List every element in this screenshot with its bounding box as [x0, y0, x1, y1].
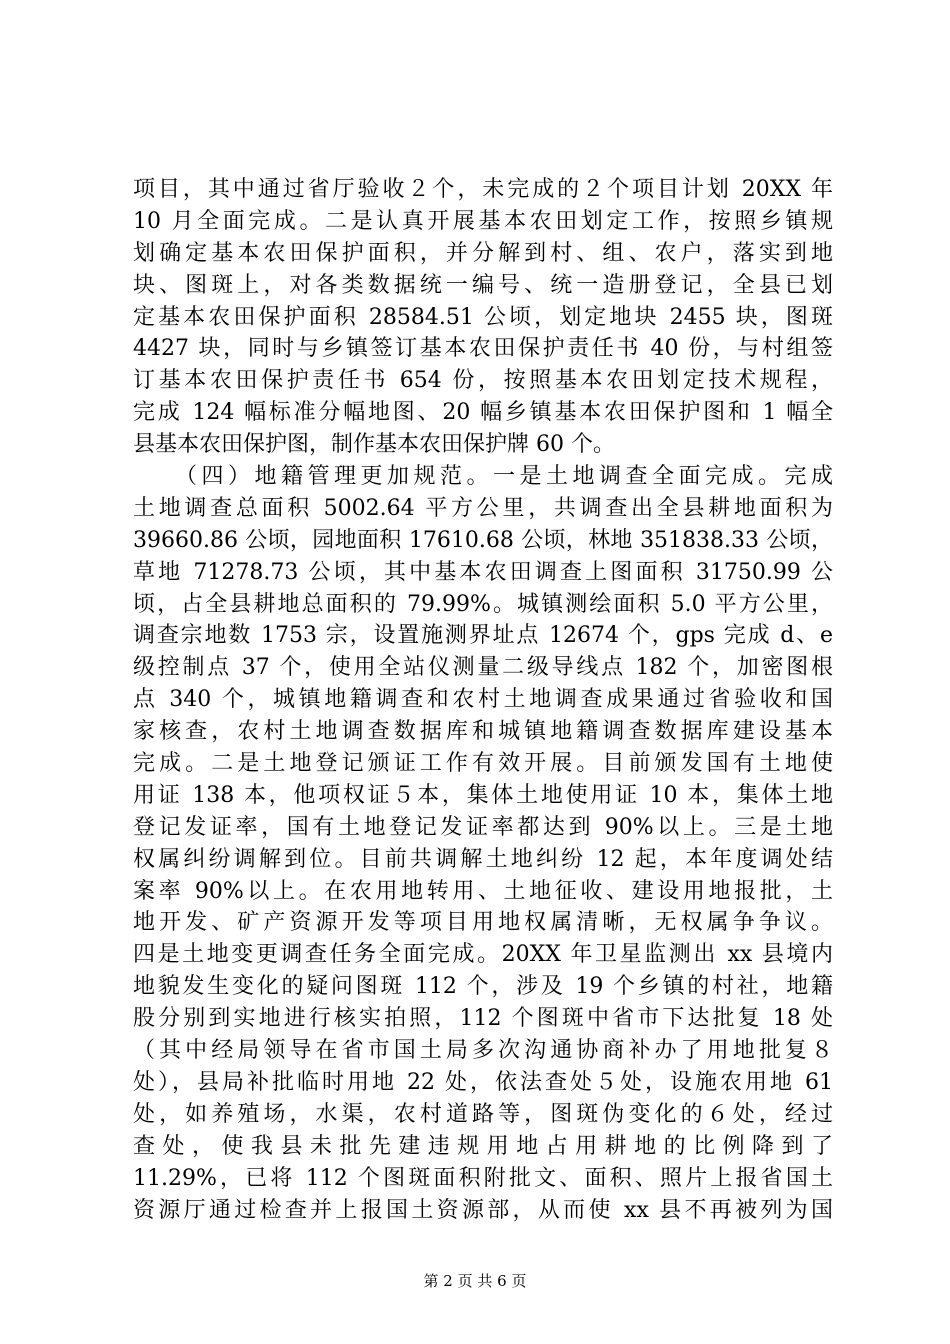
text-line: 处），县局补批临时用地 22 处，依法查处５处，设施农用地 61 — [133, 1069, 833, 1095]
body-text — [133, 174, 833, 1226]
page-number-footer: 第 2 页 共 6 页 — [423, 1272, 527, 1290]
text-line: 用证 138 本，他项权证５本，集体土地使用证 10 本，集体土地 — [133, 782, 833, 808]
text-line: 完成。二是土地登记颁证工作有效开展。目前颁发国有土地使 — [133, 751, 833, 777]
text-line: 草地 71278.73 公顷，其中基本农田调查上图面积 31750.99 公 — [133, 559, 833, 585]
text-line: 地貌发生变化的疑问图斑 112 个，涉及 19 个乡镇的村社，地籍 — [133, 974, 833, 1000]
text-line: 11.29%，已将 112 个图斑面积附批文、面积、照片上报省国土 — [133, 1165, 833, 1191]
section-heading-line: （四）地籍管理更加规范。一是土地调查全面完成。完成 — [133, 464, 833, 490]
text-line: 地开发、矿产资源开发等项目用地权属清晰，无权属争争议。 — [133, 910, 833, 936]
text-line: 股分别到实地进行核实拍照，112 个图斑中省市下达批复 18 处 — [133, 1006, 833, 1032]
text-line: （其中经局领导在省市国土局多次沟通协商补办了用地批复８ — [133, 1038, 833, 1064]
text-line: 县基本农田保护图，制作基本农田保护牌 60 个。 — [133, 432, 615, 458]
text-line: 权属纠纷调解到位。目前共调解土地纠纷 12 起，本年度调处结 — [133, 846, 833, 872]
text-line: 完成 124 幅标准分幅地图、20 幅乡镇基本农田保护图和 1 幅全 — [133, 400, 833, 426]
text-line: 调查宗地数 1753 宗，设置施测界址点 12674 个，gps 完成 d、e — [133, 623, 833, 649]
text-line: 39660.86 公顷，园地面积 17610.68 公顷，林地 351838.33 公顷， — [133, 527, 833, 553]
text-line: 家核查，农村土地调查数据库和城镇地籍调查数据库建设基本 — [133, 719, 833, 745]
text-line: 案率 90%以上。在农用地转用、土地征收、建设用地报批，土 — [133, 878, 833, 904]
text-line: 4427 块，同时与乡镇签订基本农田保护责任书 40 份，与村组签 — [133, 336, 833, 362]
text-line: 项目，其中通过省厅验收２个，未完成的２个项目计划 20XX 年 — [133, 177, 833, 202]
text-line: 四是土地变更调查任务全面完成。20XX 年卫星监测出 xx 县境内 — [133, 942, 833, 968]
text-line: 点 340 个，城镇地籍调查和农村土地调查成果通过省验收和国 — [133, 687, 833, 713]
text-line: 顷，占全县耕地总面积的 79.99%。城镇测绘面积 5.0 平方公里， — [133, 591, 833, 617]
text-line: 订基本农田保护责任书 654 份，按照基本农田划定技术规程， — [133, 368, 833, 394]
text-line: 登记发证率，国有土地登记发证率都达到 90%以上。三是土地 — [133, 814, 833, 840]
text-line: 土地调查总面积 5002.64 平方公里，共调查出全县耕地面积为 — [133, 495, 833, 521]
text-line: 级控制点 37 个，使用全站仪测量二级导线点 182 个，加密图根 — [133, 655, 833, 681]
text-line: 资源厅通过检查并上报国土资源部，从而使 xx 县不再被列为国 — [133, 1197, 833, 1223]
text-line: 划确定基本农田保护面积，并分解到村、组、农户，落实到地 — [133, 240, 833, 266]
text-line: 块、图斑上，对各类数据统一编号、统一造册登记，全县已划 — [133, 272, 833, 298]
text-line: 查处，使我县未批先建违规用地占用耕地的比例降到了 — [133, 1133, 833, 1159]
text-line: 10 月全面完成。二是认真开展基本农田划定工作，按照乡镇规 — [133, 208, 833, 234]
text-line: 定基本农田保护面积 28584.51 公顷，划定地块 2455 块，图斑 — [133, 304, 833, 330]
text-line: 处，如养殖场，水渠，农村道路等，图斑伪变化的６处，经过 — [133, 1101, 833, 1127]
